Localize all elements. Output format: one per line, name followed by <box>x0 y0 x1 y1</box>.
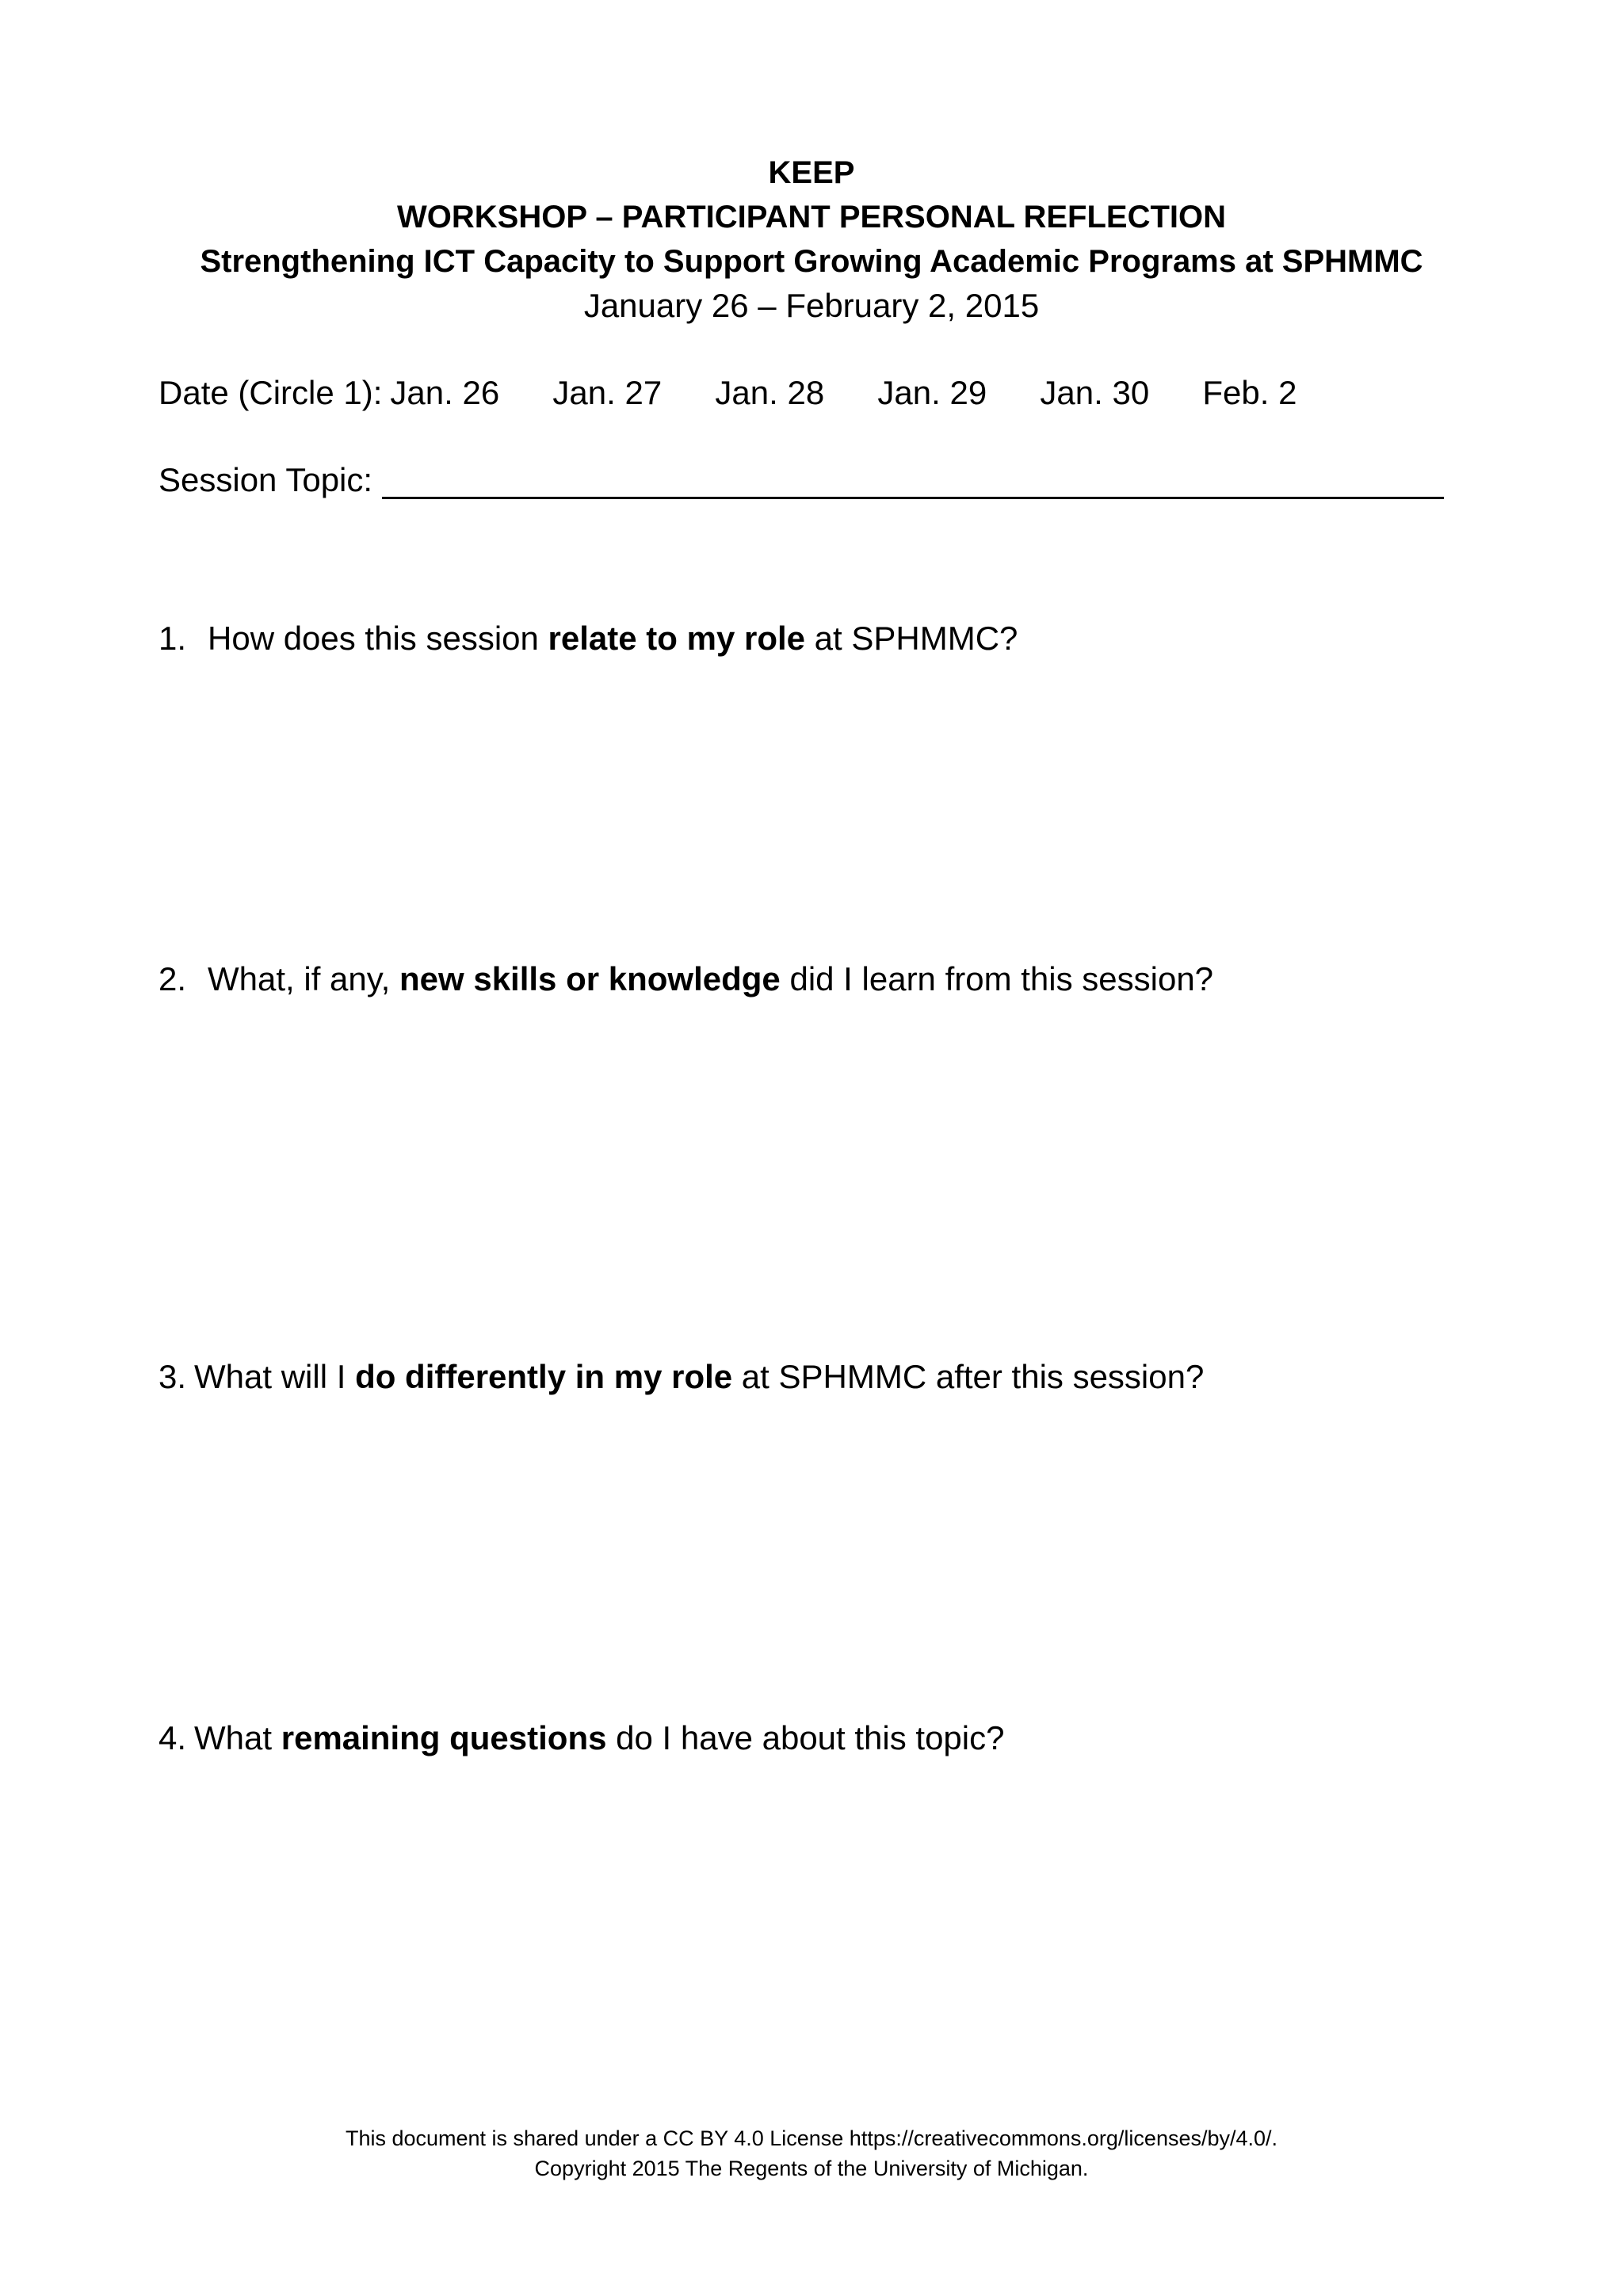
date-circle-label: Date (Circle 1): <box>158 374 383 411</box>
header-title-keep: KEEP <box>768 155 855 190</box>
footer-copyright: Copyright 2015 The Regents of the University of Michigan. <box>534 2157 1089 2180</box>
question-3-text-before: What will I <box>194 1358 356 1395</box>
session-topic-blank-line[interactable] <box>382 462 1444 499</box>
date-option-jan-29[interactable]: Jan. 29 <box>877 374 987 411</box>
header-date-range: January 26 – February 2, 2015 <box>583 287 1040 324</box>
question-1-number: 1. <box>158 620 187 657</box>
question-4-text-before: What <box>194 1719 281 1756</box>
date-option-jan-28[interactable]: Jan. 28 <box>715 374 825 411</box>
session-topic-label: Session Topic: <box>158 461 373 498</box>
question-1-text-bold: relate to my role <box>548 620 806 657</box>
question-2 <box>158 960 1213 998</box>
question-2-number: 2. <box>158 960 187 997</box>
question-1-text-before: How does this session <box>208 620 548 657</box>
date-circle-row <box>158 374 1297 412</box>
footer-license: This document is shared under a CC BY 4.0 License https://creativecommons.org/licenses/by/4.0/. <box>345 2126 1278 2150</box>
question-3-text-bold: do differently in my role <box>355 1358 733 1395</box>
question-2-text-after: did I learn from this session? <box>780 960 1214 997</box>
question-3-text-after: at SPHMMC after this session? <box>732 1358 1205 1395</box>
question-4 <box>158 1719 1004 1757</box>
question-3 <box>158 1358 1204 1396</box>
question-2-text-before: What, if any, <box>208 960 399 997</box>
header-title-workshop: WORKSHOP – PARTICIPANT PERSONAL REFLECTION <box>397 200 1226 235</box>
date-option-jan-26[interactable]: Jan. 26 <box>390 374 500 411</box>
date-option-jan-30[interactable]: Jan. 30 <box>1040 374 1150 411</box>
question-4-text-bold: remaining questions <box>281 1719 607 1756</box>
header-subtitle: Strengthening ICT Capacity to Support Growing Academic Programs at SPHMMC <box>200 244 1423 279</box>
date-option-feb-2[interactable]: Feb. 2 <box>1202 374 1297 411</box>
question-3-number: 3. <box>158 1358 187 1395</box>
question-4-text-after: do I have about this topic? <box>606 1719 1005 1756</box>
date-option-jan-27[interactable]: Jan. 27 <box>552 374 663 411</box>
question-2-text-bold: new skills or knowledge <box>399 960 781 997</box>
question-1 <box>158 620 1018 658</box>
question-4-number: 4. <box>158 1719 187 1756</box>
question-1-text-after: at SPHMMC? <box>805 620 1018 657</box>
session-topic-row <box>158 461 1444 499</box>
